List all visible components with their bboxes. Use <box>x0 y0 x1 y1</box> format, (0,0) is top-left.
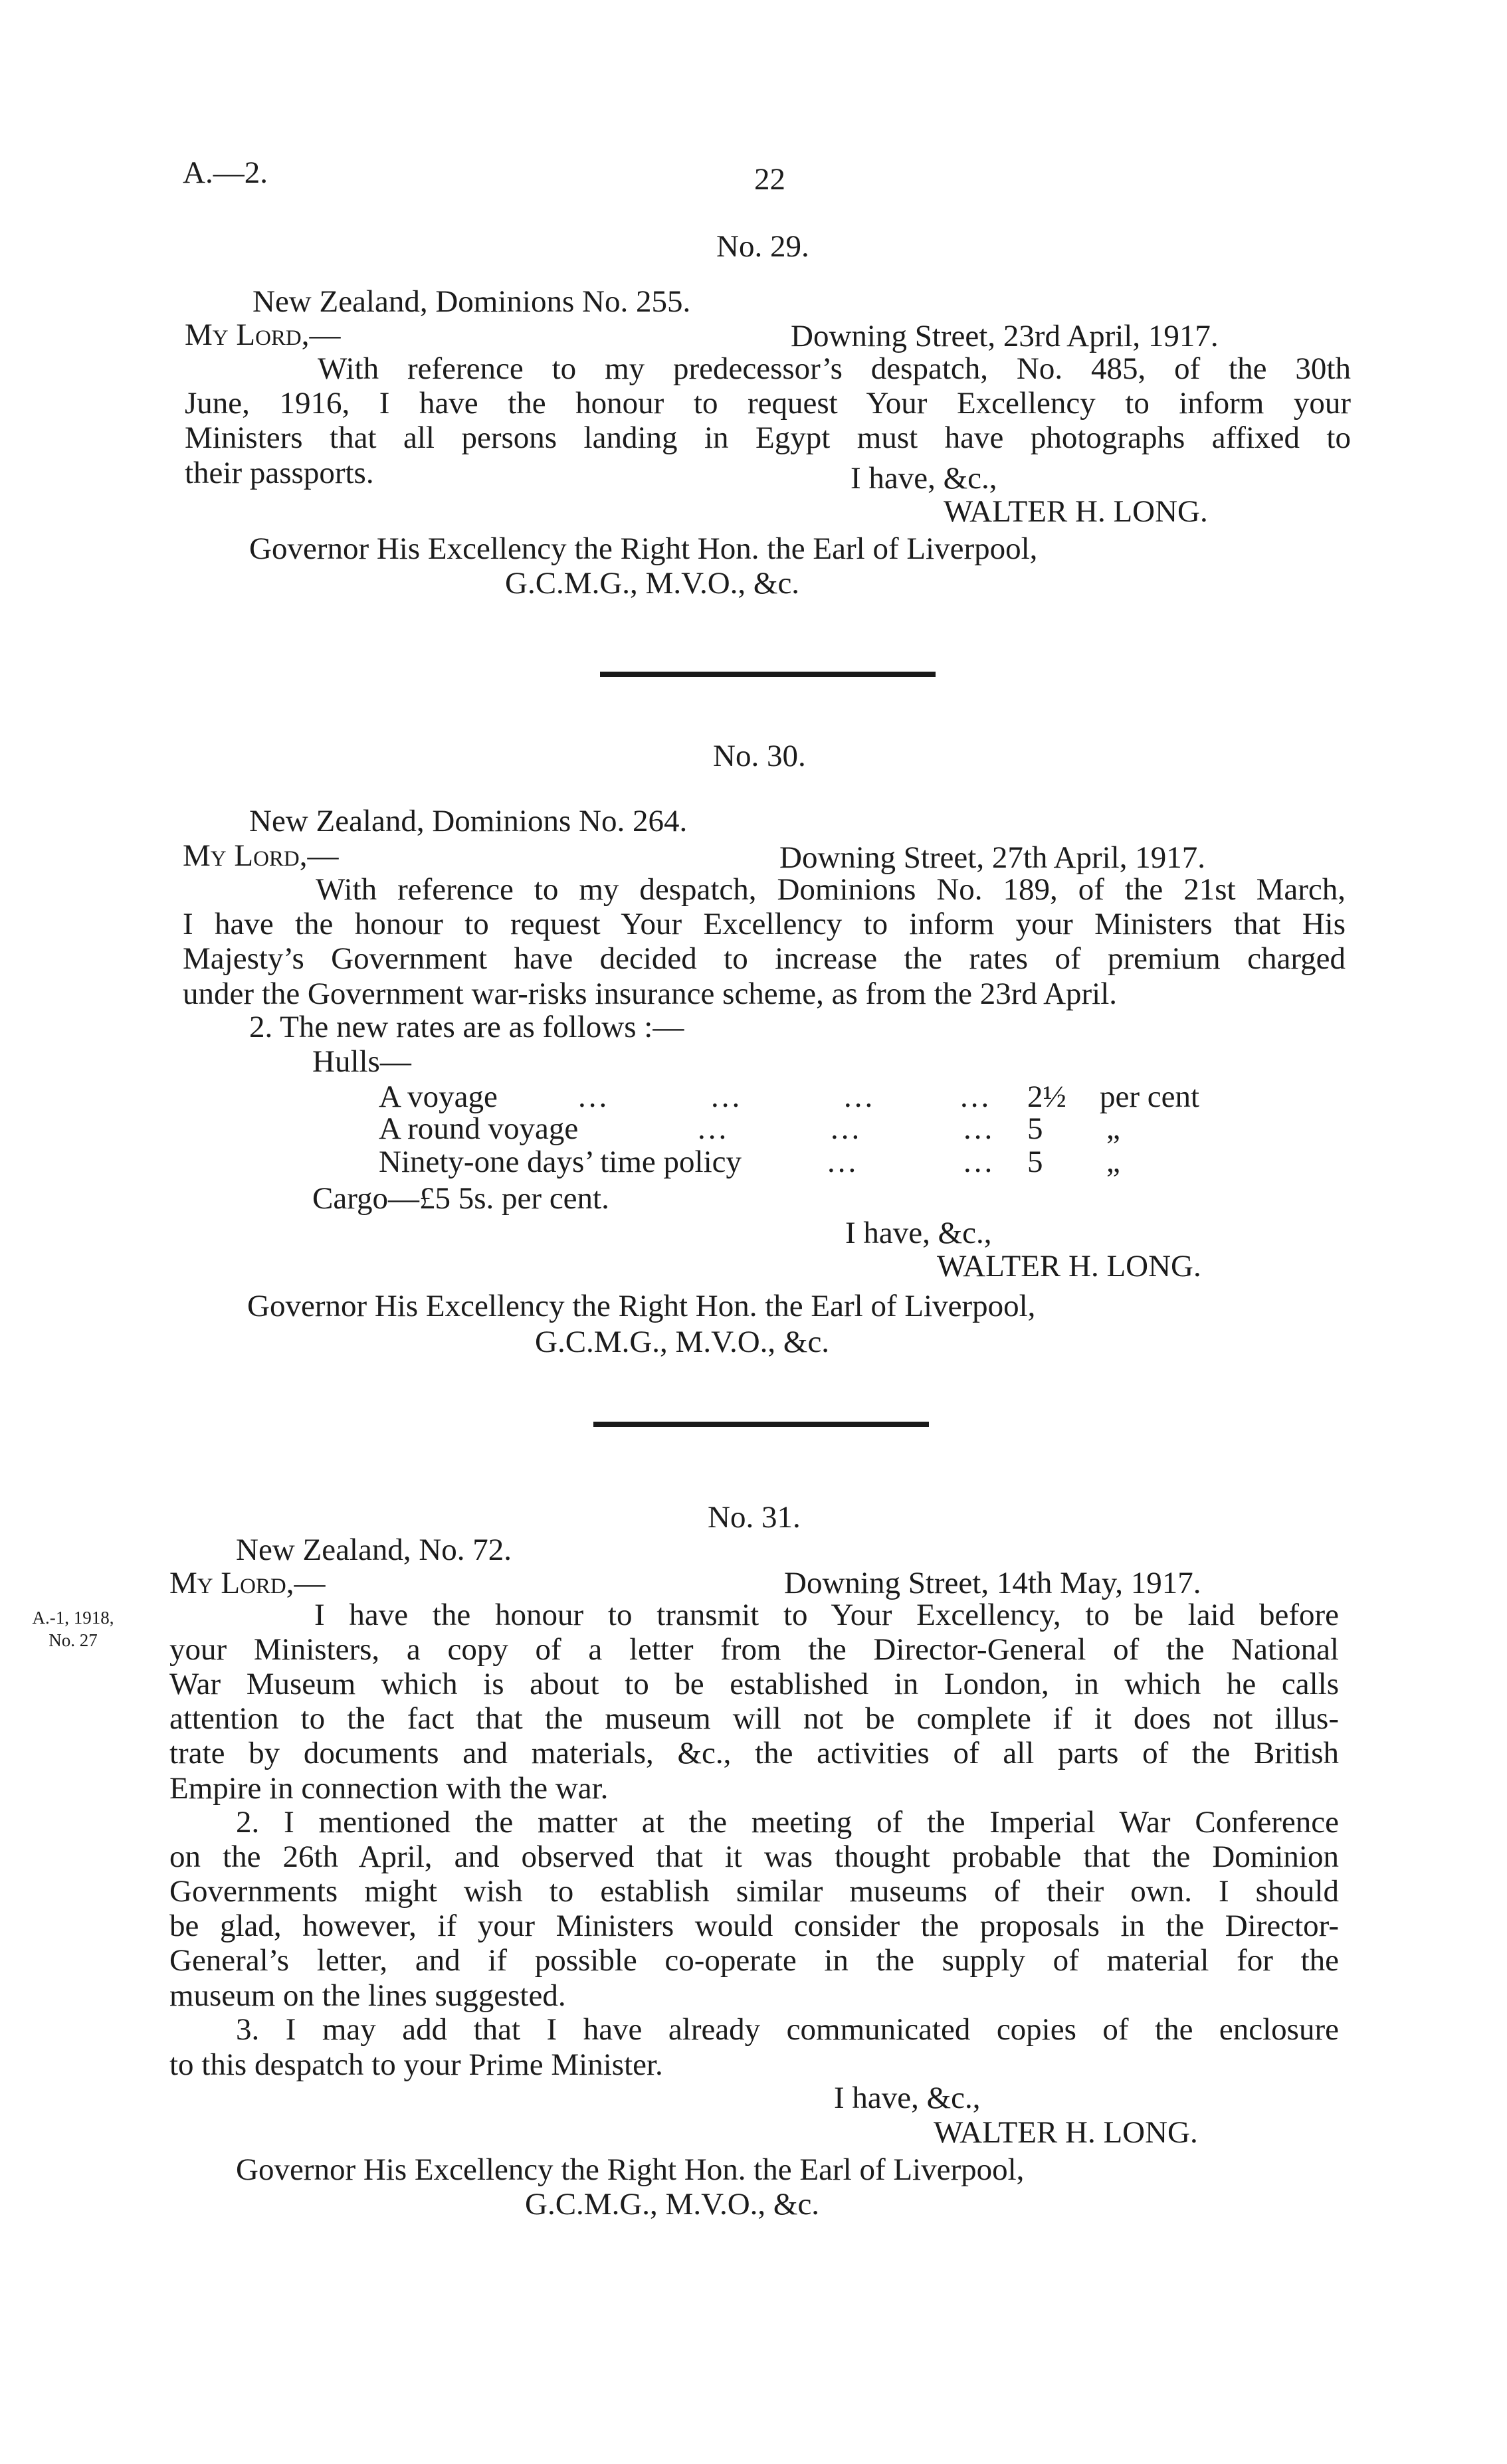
body-line: General’s letter, and if possible co-operate in the supply of material for the <box>169 1943 1339 1978</box>
address-line: G.C.M.G., M.V.O., &c. <box>505 566 800 601</box>
closing: I have, &c., <box>845 1216 992 1250</box>
section-divider <box>600 672 936 677</box>
body-line: War Museum which is about to be established in London, in which he calls <box>169 1667 1339 1701</box>
place-date: Downing Street, 27th April, 1917. <box>779 840 1205 875</box>
body-line: your Ministers, a copy of a letter from the Director-General of the National <box>169 1632 1339 1667</box>
section-divider <box>593 1422 929 1427</box>
body-line: Ministers that all persons landing in Egypt must have photographs affixed to <box>185 421 1351 455</box>
rate-value: 5 <box>1027 1111 1043 1146</box>
section-reference: A.—2. <box>183 155 268 190</box>
address-line: G.C.M.G., M.V.O., &c. <box>525 2187 820 2222</box>
paragraph: 2. The new rates are as follows :— <box>249 1010 684 1044</box>
letter-number: No. 30. <box>713 739 806 773</box>
body-line: June, 1916, I have the honour to request Your Excellency to inform your <box>185 386 1351 421</box>
margin-note <box>27 1606 120 1652</box>
body-line: With reference to my despatch, Dominions No. 189, of the 21st March, <box>316 872 1346 907</box>
body-line: on the 26th April, and observed that it was thought probable that the Dominion <box>169 1840 1339 1874</box>
signature: WALTER H. LONG. <box>937 1249 1201 1283</box>
rate-unit: per cent <box>1100 1080 1200 1114</box>
rate-unit: „ <box>1106 1145 1120 1179</box>
letter-reference: New Zealand, Dominions No. 264. <box>249 804 688 838</box>
letter-reference: New Zealand, Dominions No. 255. <box>252 284 691 319</box>
margin-note-line: No. 27 <box>49 1630 98 1650</box>
leader-dots: ... <box>831 1111 862 1146</box>
body-line: trate by documents and materials, &c., the activities of all parts of the British <box>169 1736 1339 1770</box>
body-line: 2. I mentioned the matter at the meeting of the Imperial War Conference <box>236 1805 1339 1840</box>
body-line: I have the honour to transmit to Your Excellency, to be laid before <box>314 1598 1339 1632</box>
salutation: My Lord,— <box>183 838 339 873</box>
body-line: Empire in connection with the war. <box>169 1771 609 1806</box>
body-line: museum on the lines suggested. <box>169 1978 566 2013</box>
signature: WALTER H. LONG. <box>944 494 1208 529</box>
place-date: Downing Street, 23rd April, 1917. <box>791 319 1219 353</box>
address-line: Governor His Excellency the Right Hon. the Earl of Liverpool, <box>249 531 1038 566</box>
leader-dots: ... <box>578 1080 610 1114</box>
body-line: I have the honour to request Your Excellency to inform your Ministers that His <box>183 907 1346 941</box>
rate-value: 2½ <box>1027 1080 1066 1114</box>
rate-item: Ninety-one days’ time policy <box>379 1145 742 1179</box>
cargo-rate: Cargo—£5 5s. per cent. <box>312 1181 609 1216</box>
rate-unit: „ <box>1106 1111 1120 1146</box>
leader-dots: ... <box>963 1145 995 1179</box>
leader-dots: ... <box>963 1111 995 1146</box>
leader-dots: ... <box>844 1080 876 1114</box>
body-line: Majesty’s Government have decided to increase the rates of premium charged <box>183 941 1346 976</box>
letter-reference: New Zealand, No. 72. <box>236 1533 512 1567</box>
letter-number: No. 31. <box>708 1500 801 1535</box>
body-line: be glad, however, if your Ministers would consider the proposals in the Director- <box>169 1909 1339 1943</box>
closing: I have, &c., <box>834 2081 981 2115</box>
body-line: to this despatch to your Prime Minister. <box>169 2047 663 2082</box>
signature: WALTER H. LONG. <box>934 2115 1198 2150</box>
salutation: My Lord,— <box>169 1566 326 1600</box>
body-line: attention to the fact that the museum will not be complete if it does not illus- <box>169 1701 1339 1736</box>
body-line: their passports. <box>185 456 374 490</box>
rate-item: A round voyage <box>379 1111 579 1146</box>
address-line: Governor His Excellency the Right Hon. the Earl of Liverpool, <box>236 2152 1025 2187</box>
leader-dots: ... <box>827 1145 859 1179</box>
leader-dots: ... <box>711 1080 743 1114</box>
salutation: My Lord,— <box>185 318 341 352</box>
page-number: 22 <box>754 162 785 197</box>
rate-item: A voyage <box>379 1080 498 1114</box>
closing: I have, &c., <box>851 461 997 496</box>
letter-number: No. 29. <box>716 229 809 264</box>
address-line: Governor His Excellency the Right Hon. the Earl of Liverpool, <box>247 1289 1036 1323</box>
place-date: Downing Street, 14th May, 1917. <box>784 1566 1201 1600</box>
margin-note-line: A.-1, 1918, <box>32 1608 114 1628</box>
leader-dots: ... <box>960 1080 992 1114</box>
body-line: With reference to my predecessor’s despatch, No. 485, of the 30th <box>318 351 1351 386</box>
address-line: G.C.M.G., M.V.O., &c. <box>535 1325 830 1359</box>
rate-value: 5 <box>1027 1145 1043 1179</box>
body-line: under the Government war-risks insurance scheme, as from the 23rd April. <box>183 977 1118 1011</box>
body-line: Governments might wish to establish similar museums of their own. I should <box>169 1874 1339 1909</box>
rates-heading: Hulls— <box>312 1044 411 1079</box>
leader-dots: ... <box>698 1111 730 1146</box>
body-line: 3. I may add that I have already communicated copies of the enclosure <box>236 2012 1339 2047</box>
